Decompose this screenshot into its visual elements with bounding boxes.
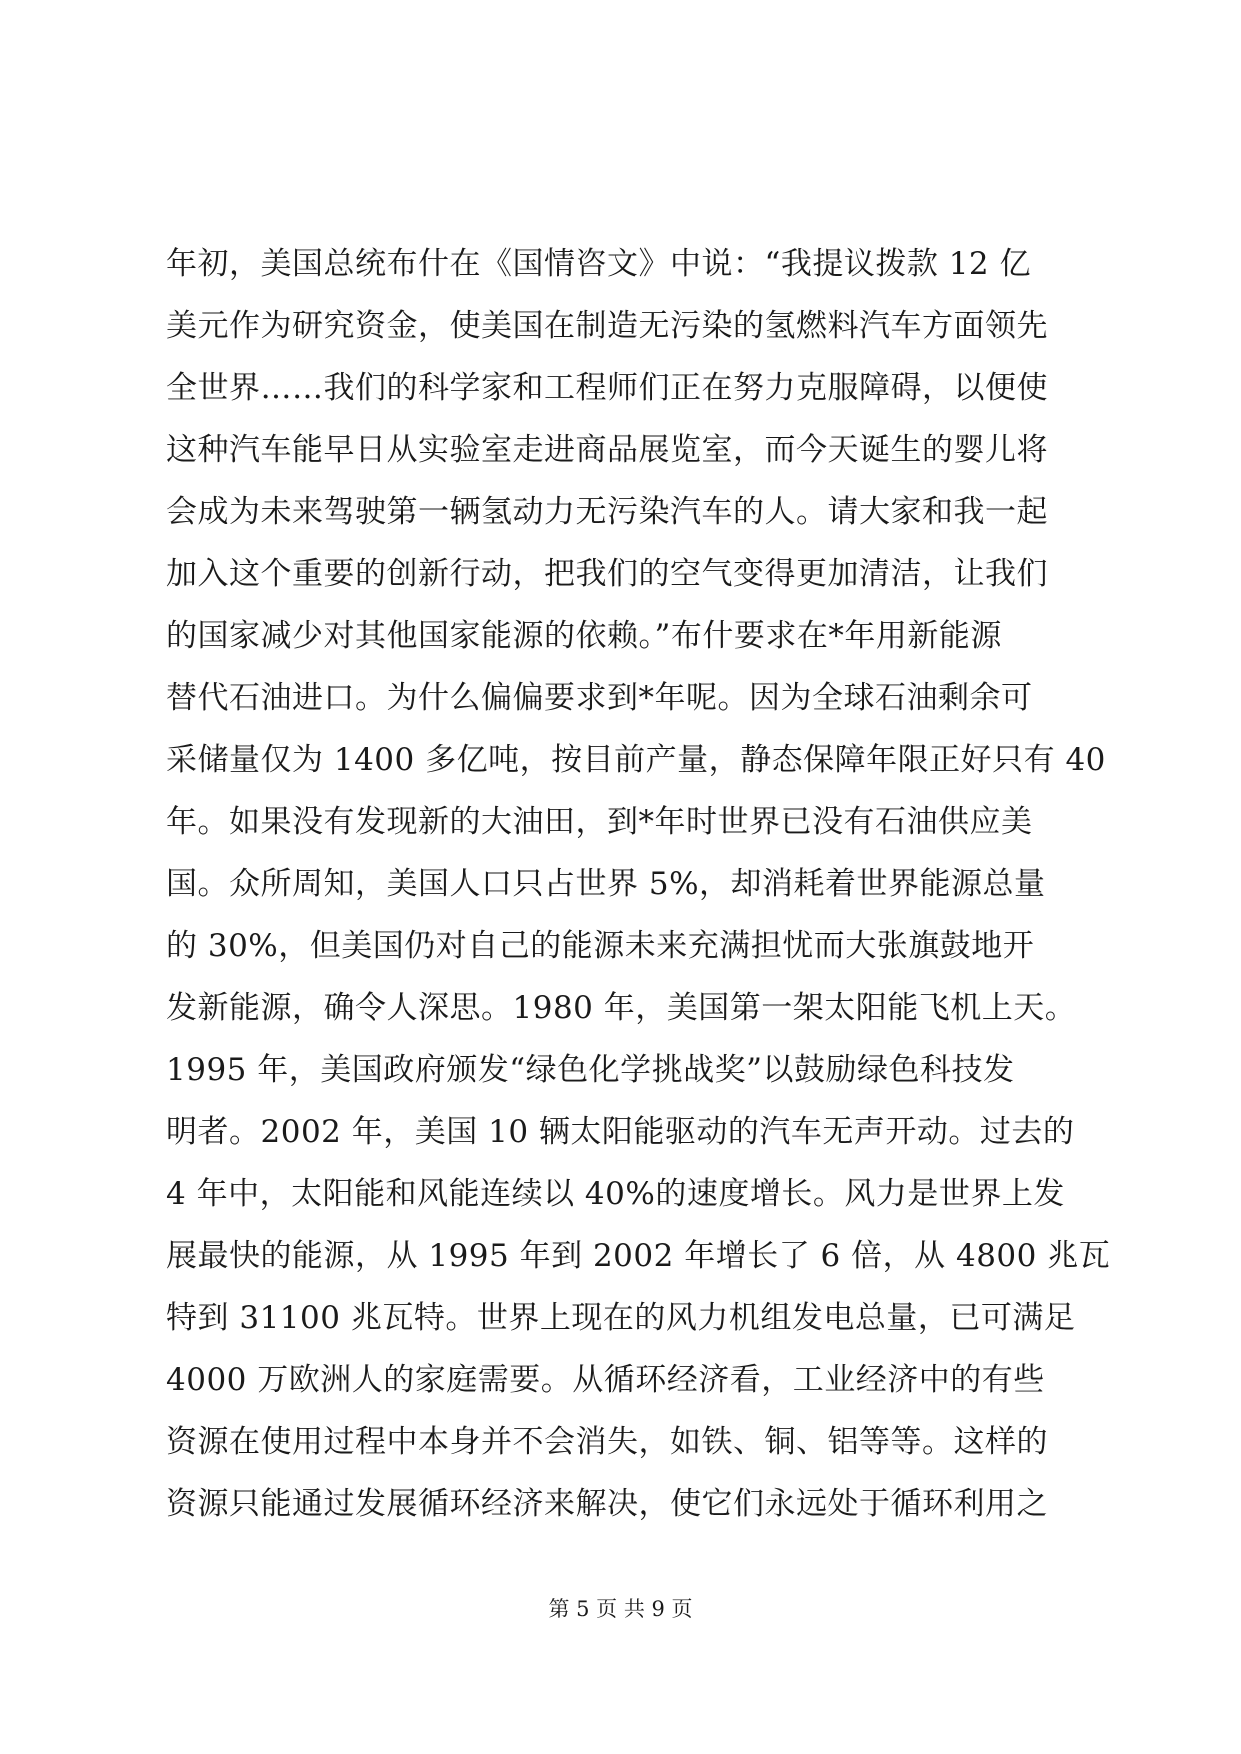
text-line: 的国家减少对其他国家能源的依赖。”布什要求在*年用新能源	[166, 618, 1002, 654]
text-line: 1995 年，美国政府颁发“绿色化学挑战奖”以鼓励绿色科技发	[166, 1052, 1015, 1088]
text-line: 4000 万欧洲人的家庭需要。从循环经济看，工业经济中的有些	[166, 1362, 1045, 1398]
text-line: 全世界……我们的科学家和工程师们正在努力克服障碍，以便使	[166, 370, 1048, 406]
text-line: 加入这个重要的创新行动，把我们的空气变得更加清洁，让我们	[166, 556, 1048, 592]
text-line: 采储量仅为 1400 多亿吨，按目前产量，静态保障年限正好只有 40	[166, 742, 1106, 778]
text-line: 特到 31100 兆瓦特。世界上现在的风力机组发电总量，已可满足	[166, 1300, 1076, 1336]
text-line: 的 30%，但美国仍对自己的能源未来充满担忧而大张旗鼓地开	[166, 928, 1035, 964]
body-text	[166, 233, 1111, 1535]
text-line: 发新能源，确令人深思。1980 年，美国第一架太阳能飞机上天。	[166, 990, 1077, 1026]
text-line: 资源只能通过发展循环经济来解决，使它们永远处于循环利用之	[166, 1486, 1048, 1522]
text-line: 美元作为研究资金，使美国在制造无污染的氢燃料汽车方面领先	[166, 308, 1048, 344]
text-line: 展最快的能源，从 1995 年到 2002 年增长了 6 倍，从 4800 兆瓦	[166, 1238, 1111, 1274]
text-line: 年。如果没有发现新的大油田，到*年时世界已没有石油供应美	[166, 804, 1033, 840]
text-line: 年初，美国总统布什在《国情咨文》中说：“我提议拨款 12 亿	[166, 246, 1031, 282]
text-line: 这种汽车能早日从实验室走进商品展览室，而今天诞生的婴儿将	[166, 432, 1048, 468]
text-line: 资源在使用过程中本身并不会消失，如铁、铜、铝等等。这样的	[166, 1424, 1048, 1460]
text-line: 明者。2002 年，美国 10 辆太阳能驱动的汽车无声开动。过去的	[166, 1114, 1075, 1150]
text-line: 国。众所周知，美国人口只占世界 5%，却消耗着世界能源总量	[166, 866, 1046, 902]
text-line: 4 年中，太阳能和风能连续以 40%的速度增长。风力是世界上发	[166, 1176, 1065, 1212]
text-line: 替代石油进口。为什么偏偏要求到*年呢。因为全球石油剩余可	[166, 680, 1033, 716]
text-line: 会成为未来驾驶第一辆氢动力无污染汽车的人。请大家和我一起	[166, 494, 1048, 530]
page-footer: 第 5 页 共 9 页	[548, 1597, 693, 1621]
